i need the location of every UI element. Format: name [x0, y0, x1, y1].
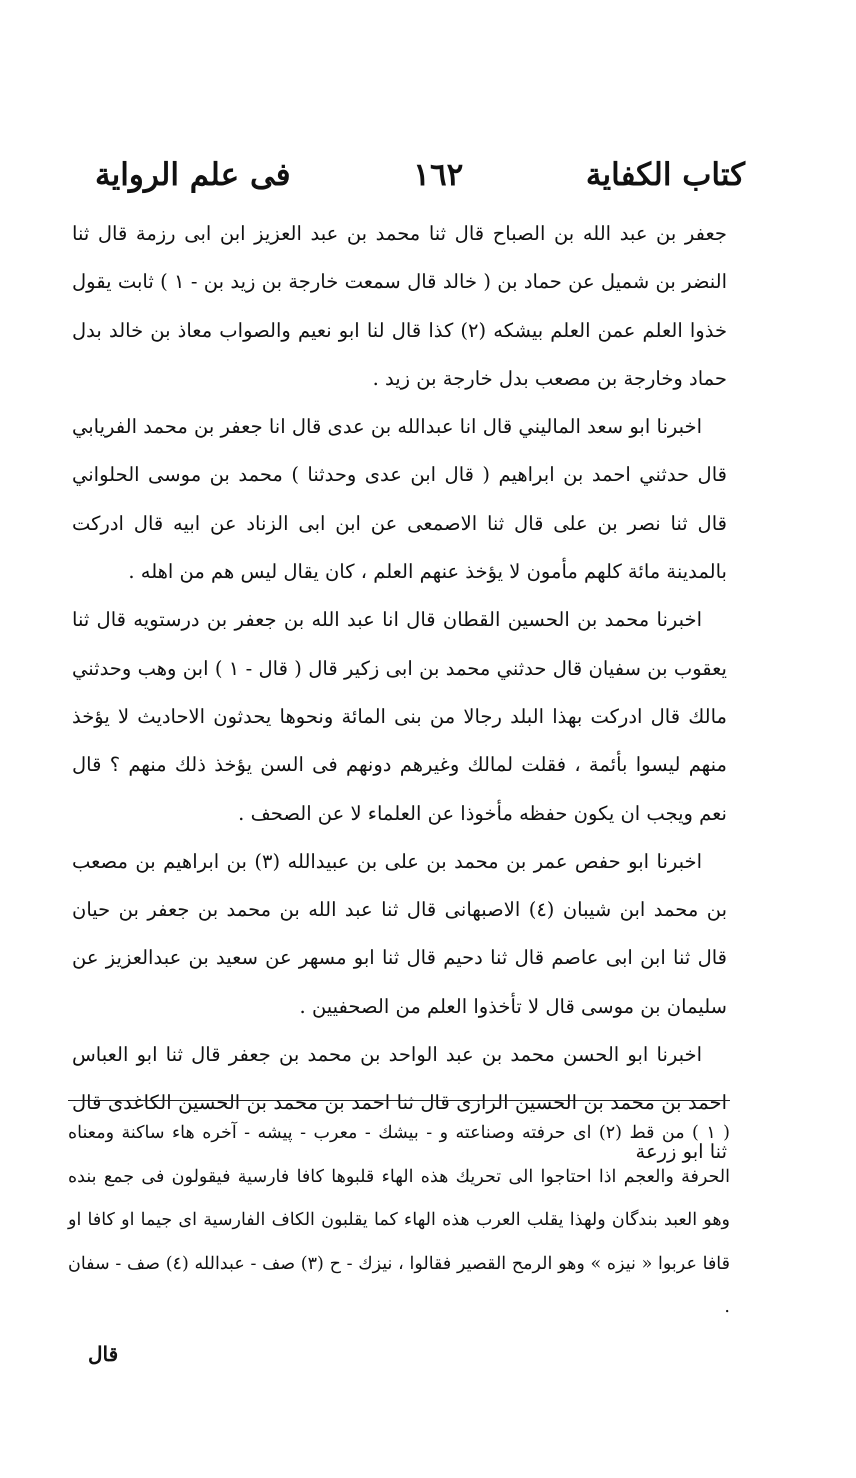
page-header — [95, 150, 745, 200]
paragraph: اخبرنا ابو الحسن محمد بن عبد الواحد بن محمد بن جعفر قال ثنا ابو العباس احمد بن محمد بن الحسين الرازى قال ثنا احمد بن محمد بن الحسين الكاغدى قال ثنا ابو زرعة — [72, 1043, 727, 1163]
book-subtitle: فى علم الرواية — [95, 157, 291, 193]
footnote-divider — [68, 1100, 730, 1101]
main-text — [72, 210, 727, 1176]
paragraph: جعفر بن عبد الله بن الصباح قال ثنا محمد بن عبد العزيز ابن ابى رزمة قال ثنا النضر بن شميل عن حماد بن ( خالد قال سمعت خارجة بن زيد بن - ١ ) ثابت يقول خذوا العلم عمن العلم بيشكه (٢) كذا قال لنا ابو نعيم والصواب معاذ بن خالد بدل حماد وخارجة بن مصعب بدل خارجة بن زيد . — [72, 222, 727, 390]
footnotes: ( ١ ) من قط (٢) اى حرفته وصناعته و - بيشك - معرب - پيشه - آخره هاء ساكنة ومعناه الحرفة والعجم اذا احتاجوا الى تحريك هذه الهاء قلبوها كافا فارسية فيقولون فى جمع بنده وهو العبد بندگان ولهذا يقلب العرب هذه الهاء كما يقلبون الكاف الفارسية اى جيما او كافا او قافا عربوا « نيزه » وهو الرمح القصير فقالوا ، نيزك - ح (٣) صف - عبدالله (٤) صف - سفان . — [68, 1123, 731, 1317]
page-number: ١٦٢ — [413, 157, 464, 193]
paragraph: اخبرنا ابو حفص عمر بن محمد بن على بن عبيدالله (٣) بن ابراهيم بن مصعب بن محمد ابن شيبان (٤) الاصبهانى قال ثنا عبد الله بن محمد بن جعفر بن حيان قال ثنا ابن ابى عاصم قال ثنا دحيم قال ثنا ابو مسهر عن سعيد بن عبدالعزيز عن سليمان بن موسى قال لا تأخذوا العلم من الصحفيين . — [72, 849, 728, 1018]
paragraph: اخبرنا ابو سعد الماليني قال انا عبدالله بن عدى قال انا جعفر بن محمد الفريابي قال حدثني احمد بن ابراهيم ( قال ابن عدى وحدثنا ) محمد بن موسى الحلواني قال ثنا نصر بن على قال ثنا الاصمعى عن ابن ابى الزناد عن ابيه قال ادركت بالمدينة مائة كلهم مأمون لا يؤخذ عنهم العلم ، كان يقال ليس هم من اهله . — [72, 415, 727, 584]
book-title: كتاب الكفاية — [585, 157, 745, 193]
paragraph: اخبرنا محمد بن الحسين القطان قال انا عبد الله بن جعفر بن درستويه قال ثنا يعقوب بن سفيان قال حدثني محمد بن ابى زكير قال ( قال - ١ ) ابن وهب وحدثني مالك قال ادركت بهذا البلد رجالا من بنى المائة ونحوها يحدثون الاحاديث لا يؤخذ منهم ليسوا بأئمة ، فقلت لمالك وغيرهم دونهم فى السن يؤخذ ذلك منهم ؟ قال نعم ويجب ان يكون حفظه مأخوذا عن العلماء لا عن الصحف . — [72, 608, 727, 825]
catchword: قال — [88, 1342, 119, 1366]
